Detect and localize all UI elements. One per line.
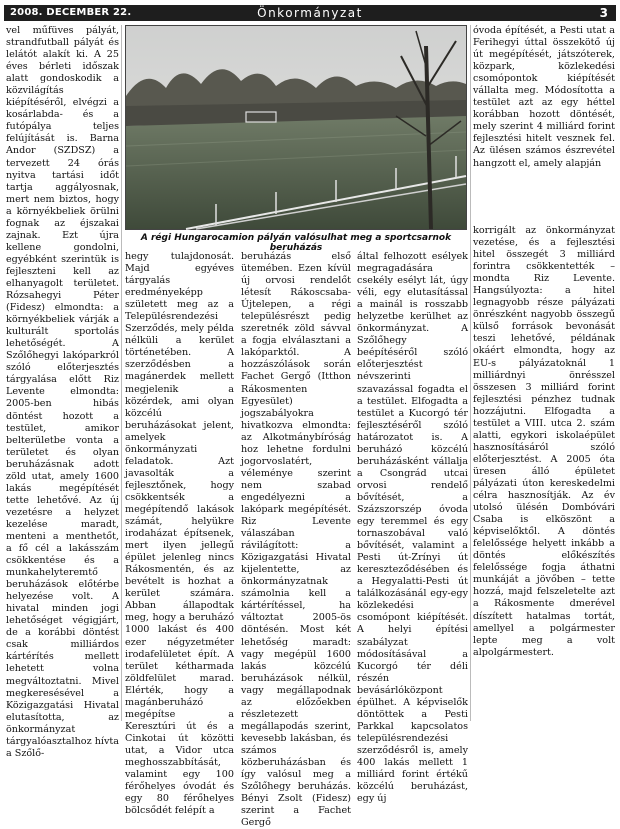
article-column-5-top: óvoda építését, a Pesti utat a Ferihegyi úttal összekötő új út megépítését, játszóterek, közpark, közlekedési csomópontok kiépítését vállalta meg. Módosította a testület azt az egy héttel korábban hozott döntését, mely szerint 4 milliárd forint fejlesztési hitelt vesznek fel. Az ülésen számos észrevétel hangzott el, amely alapján [473, 25, 615, 169]
column-rule [121, 25, 122, 721]
photo-caption: A régi Hungarocamion pályán valósulhat meg a sportcsarnok beruházás [140, 233, 452, 253]
article-column-4: által felhozott esélyek megragadására csekély esélyt lát, úgy véli, egy elutasítással a mainál is rosszabb helyzetbe kerülhet az önkormányzat. A Szőlőhegy beépítéséről szóló előterjesztést névszerinti szavazással fogadta el a testület. Elfogadta a testület a Kucorgó tér fejlesztéséről szóló határozatot is. A beruházó közcélú beruházásként vállalja a Csongrád utcai orvosi rendelő bővítését, a Százszorszép óvoda egy teremmel és egy tornaszobával való bővítését, valamint a Pesti út-Zrínyi út kereszteződésében és a Hegyalatti-Pesti út találkozásánál egy-egy közlekedési csomópont kiépítését. A helyi építési szabályzat módosításával a Kucorgó tér déli részén bevásárlóközpont épülhet. A képviselők döntöttek a Pesti Parkkal kapcsolatos településrendezési szerződésről is, amely 400 lakás mellett 1 milliárd forint értékű közcélú beruházást, egy új [357, 251, 468, 805]
article-column-1: vel műfüves pályát, strandfutball pályát és lelátót alakít ki. A 25 éves bérleti időszak alatt gondoskodik a közvilágítás kiépítéséről, elvégzi a kosárlabda- és a futópálya teljes felújítását is. Barna Andor (SZDSZ) a tervezett 24 órás nyitva tartási időt tartja aggályosnak, mert nem biztos, hogy a környékbeliek örülni fognak az éjszakai zajnak. Ezt újra kellene gondolni, egyébként szerintük is fejleszteni kell az elhanyagolt területet. Rózsahegyi Péter (Fidesz) elmondta: a környékbeliek várják a kulturált sportolás lehetőségét. A Szőlőhegyi lakóparkról szóló előterjesztés tárgyalása előtt Riz Levente elmondta: 2005-ben hibás döntést hozott a testület, amikor belterületbe vonta a területet és olyan beruházásnak adott zöld utat, amely 1600 lakás megépítését tette lehetővé. Az új vezetésre a helyzet kezelése maradt, menteni a menthetőt, a fő cél a lakásszám csökkentése és a munkahelyteremtő beruházások előtérbe helyezése volt. A hivatal minden jogi lehetőséget végigjárt, de a korábbi döntést csak milliárdos kártérítés mellett lehetett volna megváltoztatni. Mivel megkeresésével a Közigazgatási Hivatal elutasította, az önkormányzat tárgyalóasztalhoz hívta a Szőlő- [6, 25, 119, 759]
photo-block [125, 25, 467, 253]
section-title: Önkormányzat [257, 6, 363, 20]
column-rule [470, 25, 471, 721]
sports-field-illustration [126, 26, 466, 229]
article-column-3: beruházás első ütemében. Ezen kívül új orvosi rendelőt létesít Rákoscsaba-Újtelepen, a régi településrészt pedig szeretnék zöld sávval a fogja elválasztani a lakóparktól. A hozzászólások során Fachet Gergő (Itthon Rákosmenten Egyesület) jogszabályokra hivatkozva elmondta: az Alkotmánybíróság hoz lehetne fordulni jogorvoslatért, véleménye szerint nem szabad engedélyezni a lakópark megépítését. Riz Levente válaszában rávilágított: a Közigazgatási Hivatal kijelentette, az önkormányzatnak számolnia kell a kártérítéssel, ha változtat 2005-ös döntésén. Most két lehetőség maradt: vagy megépül 1600 lakás közcélú beruházások nélkül, vagy megállapodnak az előzőekben részletezett megállapodás szerint, kevesebb lakásban, és számos közberuházásban és így valósul meg a Szőlőhegy beruházás. Bényi Zsolt (Fidesz) szerint a Fachet Gergő [241, 251, 351, 829]
sports-field-photo [125, 25, 467, 230]
article-column-5-bottom: korrigált az önkormányzat vezetése, és a fejlesztési hitel összegét 3 milliárd forintra csökkentették – mondta Riz Levente. Hangsúlyozta: a hitel legnagyobb része pályázati önrészként nagyobb összegű külső források bevonását teszi lehetővé, példának okáért elmondta, hogy az EU-s pályázatoknál 1 milliárdnyi önrésszel összesen 3 milliárd forint fejlesztési pénzhez tudnak hozzájutni. Elfogadta a testület a VIII. utca 2. szám alatti, egykori iskolaépület hasznosításáról szóló előterjesztést. A 2005 óta üresen álló épületet pályázati úton kereskedelmi célra hasznosítják. Az év utolsó ülésén Dombóvári Csaba is elköszönt a képviselőktől. A döntés felelőssége helyett inkább a döntés előkészítés felelőssége fogja áthatni munkáját a jövőben – tette hozzá, majd felszeletelte azt a Rákosmente dmerével díszített hatalmas tortát, amellyel a polgármester lepte meg a volt alpolgármestert. [473, 225, 615, 658]
issue-date: 2008. DECEMBER 22. [10, 7, 132, 18]
page-header [4, 5, 616, 21]
article-column-2: hegy tulajdonosát. Majd egyéves tárgyalás eredményeképp született meg az a Településrendezési Szerződés, mely példa nélküli a kerület történetében. A szerződésben a magánerdek mellett megjelenik a közérdek, ami olyan közcélú beruházásokat jelent, amelyek önkormányzati feladatok. Azt javasolták a fejlesztőnek, hogy csökkentsék a megépítendő lakások számát, helyükre irodaházat építsenek, mert ilyen jellegű épület jelenleg nincs Rákosmentén, és az bevételt is hozhat a kerület számára. Abban állapodtak meg, hogy a beruházó 1000 lakást és 400 ezer négyzetméter irodafelületet épít. A terület kétharmada zöldfelület marad. Elérték, hogy a magánberuházó megépítse a Keresztúri út és a Cinkotai út közötti utat, a Vidor utca meghosszabbítását, valamint egy 100 férőhelyes óvodát és egy 80 férőhelyes bölcsődét felépít a [125, 251, 234, 817]
page-number: 3 [599, 6, 608, 20]
